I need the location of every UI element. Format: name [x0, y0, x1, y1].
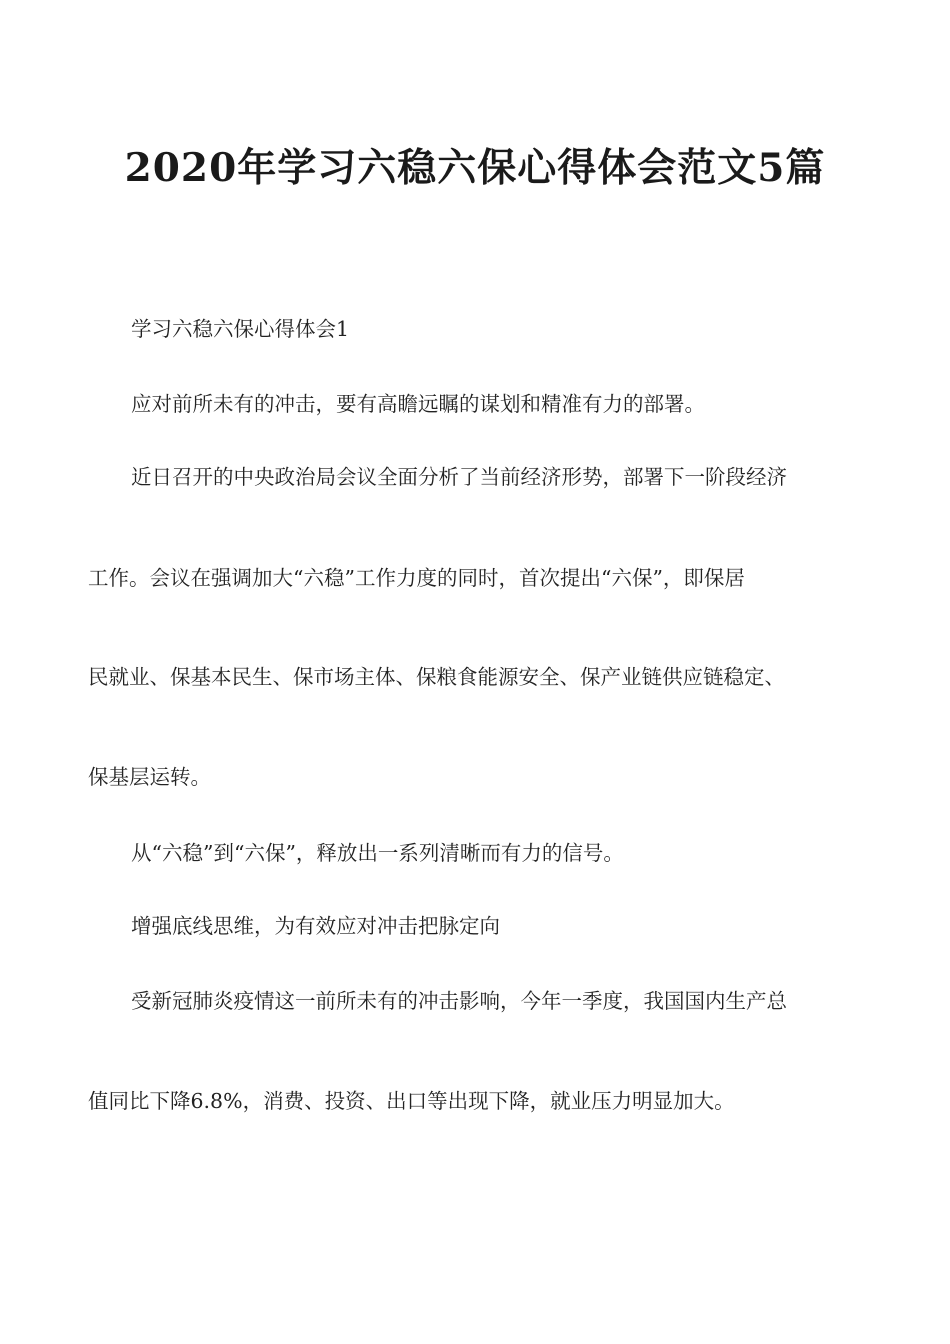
- subheading-line: 增强底线思维，为有效应对冲击把脉定向: [131, 914, 500, 938]
- paragraph-line: 从“六稳”到“六保”，释放出一系列清晰而有力的信号。: [131, 841, 624, 865]
- paragraph-line: 受新冠肺炎疫情这一前所未有的冲击影响，今年一季度，我国国内生产总: [131, 989, 787, 1013]
- section-heading-1: 学习六稳六保心得体会1: [131, 317, 350, 341]
- paragraph-line: 民就业、保基本民生、保市场主体、保粮食能源安全、保产业链供应链稳定、: [88, 665, 785, 689]
- paragraph-line: 工作。会议在强调加大“六稳”工作力度的同时，首次提出“六保”，即保居: [88, 566, 745, 590]
- document-title: 2020年学习六稳六保心得体会范文5篇: [124, 145, 826, 191]
- paragraph-line: 应对前所未有的冲击，要有高瞻远瞩的谋划和精准有力的部署。: [131, 392, 705, 416]
- paragraph-line: 近日召开的中央政治局会议全面分析了当前经济形势，部署下一阶段经济: [131, 465, 787, 489]
- paragraph-line: 值同比下降6.8%，消费、投资、出口等出现下降，就业压力明显加大。: [88, 1089, 735, 1113]
- paragraph-line: 保基层运转。: [88, 765, 211, 789]
